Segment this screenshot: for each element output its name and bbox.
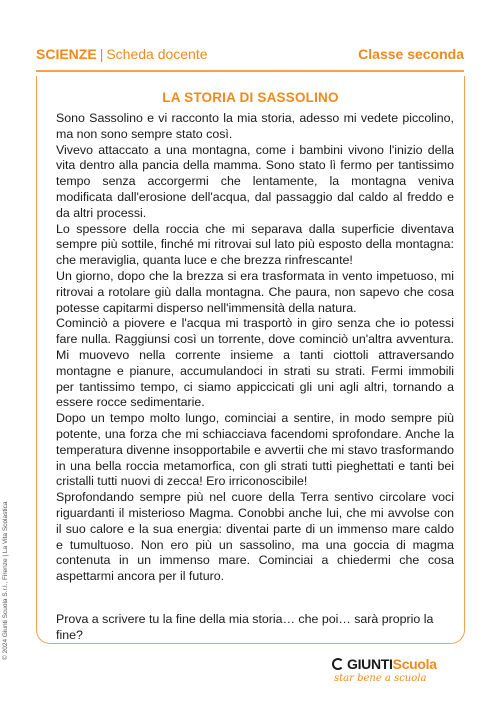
logo-brand-part1: GIUNTI: [347, 656, 393, 672]
story-paragraph: Dopo un tempo molto lungo, cominciai a sentire, in modo sempre più potente, una forza che mi schiacciava facendomi sprofondare. Anche la temperatura divenne insopportabile e avvertii che mi stavo trasformando in una bella roccia metamorfica, con gli strati tutti pieghettati e tanti bei cristalli tutti nuovi di zecca! Ero irriconoscibile!: [56, 411, 454, 489]
story-paragraph: Lo spessore della roccia che mi separava dalla superficie diventava sempre più sottile, finché mi ritrovai sul lato più esposto della montagna: che meraviglia, quanta luce e che brezza rinfrescante!: [56, 221, 454, 268]
copyright-notice: © 2024 Giunti Scuola S.r.l., Firenze | La Vita Scolastica: [2, 501, 9, 660]
subject-label: SCIENZE: [36, 46, 97, 62]
sheet-type-label: Scheda docente: [106, 46, 208, 62]
class-label: Classe seconda: [358, 46, 464, 62]
logo-brand-part2: Scuola: [392, 656, 437, 672]
publisher-logo: [332, 656, 452, 684]
story-title: LA STORIA DI SASSOLINO: [162, 90, 339, 105]
story-paragraph: Vivevo attaccato a una montagna, come i bambini vivono l'inizio della vita dentro alla pancia della mamma. Sono stato lì fermo per tantissimo tempo senza accorgermi che lentamente, la montagna veniva modificata dall'erosione dell'acqua, dal passaggio dal caldo al freddo e da altri processi.: [56, 142, 454, 220]
story-paragraph: Un giorno, dopo che la brezza si era trasformata in vento impetuoso, mi ritrovai a rotolare giù dalla montagna. Che paura, non sapevo che cosa potesse capitarmi disperso nell'immensità della natura.: [56, 268, 454, 315]
header-separator: |: [99, 46, 104, 62]
story-paragraph: Sprofondando sempre più nel cuore della Terra sentivo circolare voci riguardanti il misterioso Magma. Conobbi anche lui, che mi avvolse con il suo calore e la sua energia: diventai parte di un immenso mare caldo e tumultuoso. Non ero più un sassolino, ma una goccia di magma contenuta in un immenso mare. Cominciai a chiedermi che cosa aspettarmi ancora per il futuro.: [56, 490, 454, 584]
writing-prompt: Prova a scrivere tu la fine della mia storia… che poi… sarà proprio la fine?: [56, 612, 434, 642]
story-paragraph: Sono Sassolino e vi racconto la mia storia, adesso mi vedete piccolino, ma non sono sempre stato così.: [56, 111, 454, 141]
page-header: [36, 46, 464, 66]
story-paragraph: Cominciò a piovere e l'acqua mi trasportò in giro senza che io potessi fare nulla. Raggiunsi così un torrente, dove cominciò un'altra avventura. Mi muovevo nella corrente insieme a tanti ciottoli attraversando montagne e pianure, accumulandoci in strati su strati. Fermi immobili per tantissimo tempo, ci siamo appiccicati gli uni agli altri, tornando a essere rocce sedimentarie.: [56, 316, 454, 410]
logo-tagline: star bene a scuola: [334, 673, 427, 684]
story-body: [56, 111, 454, 585]
giunti-logo-icon: [332, 658, 344, 670]
header-divider: [36, 70, 464, 72]
